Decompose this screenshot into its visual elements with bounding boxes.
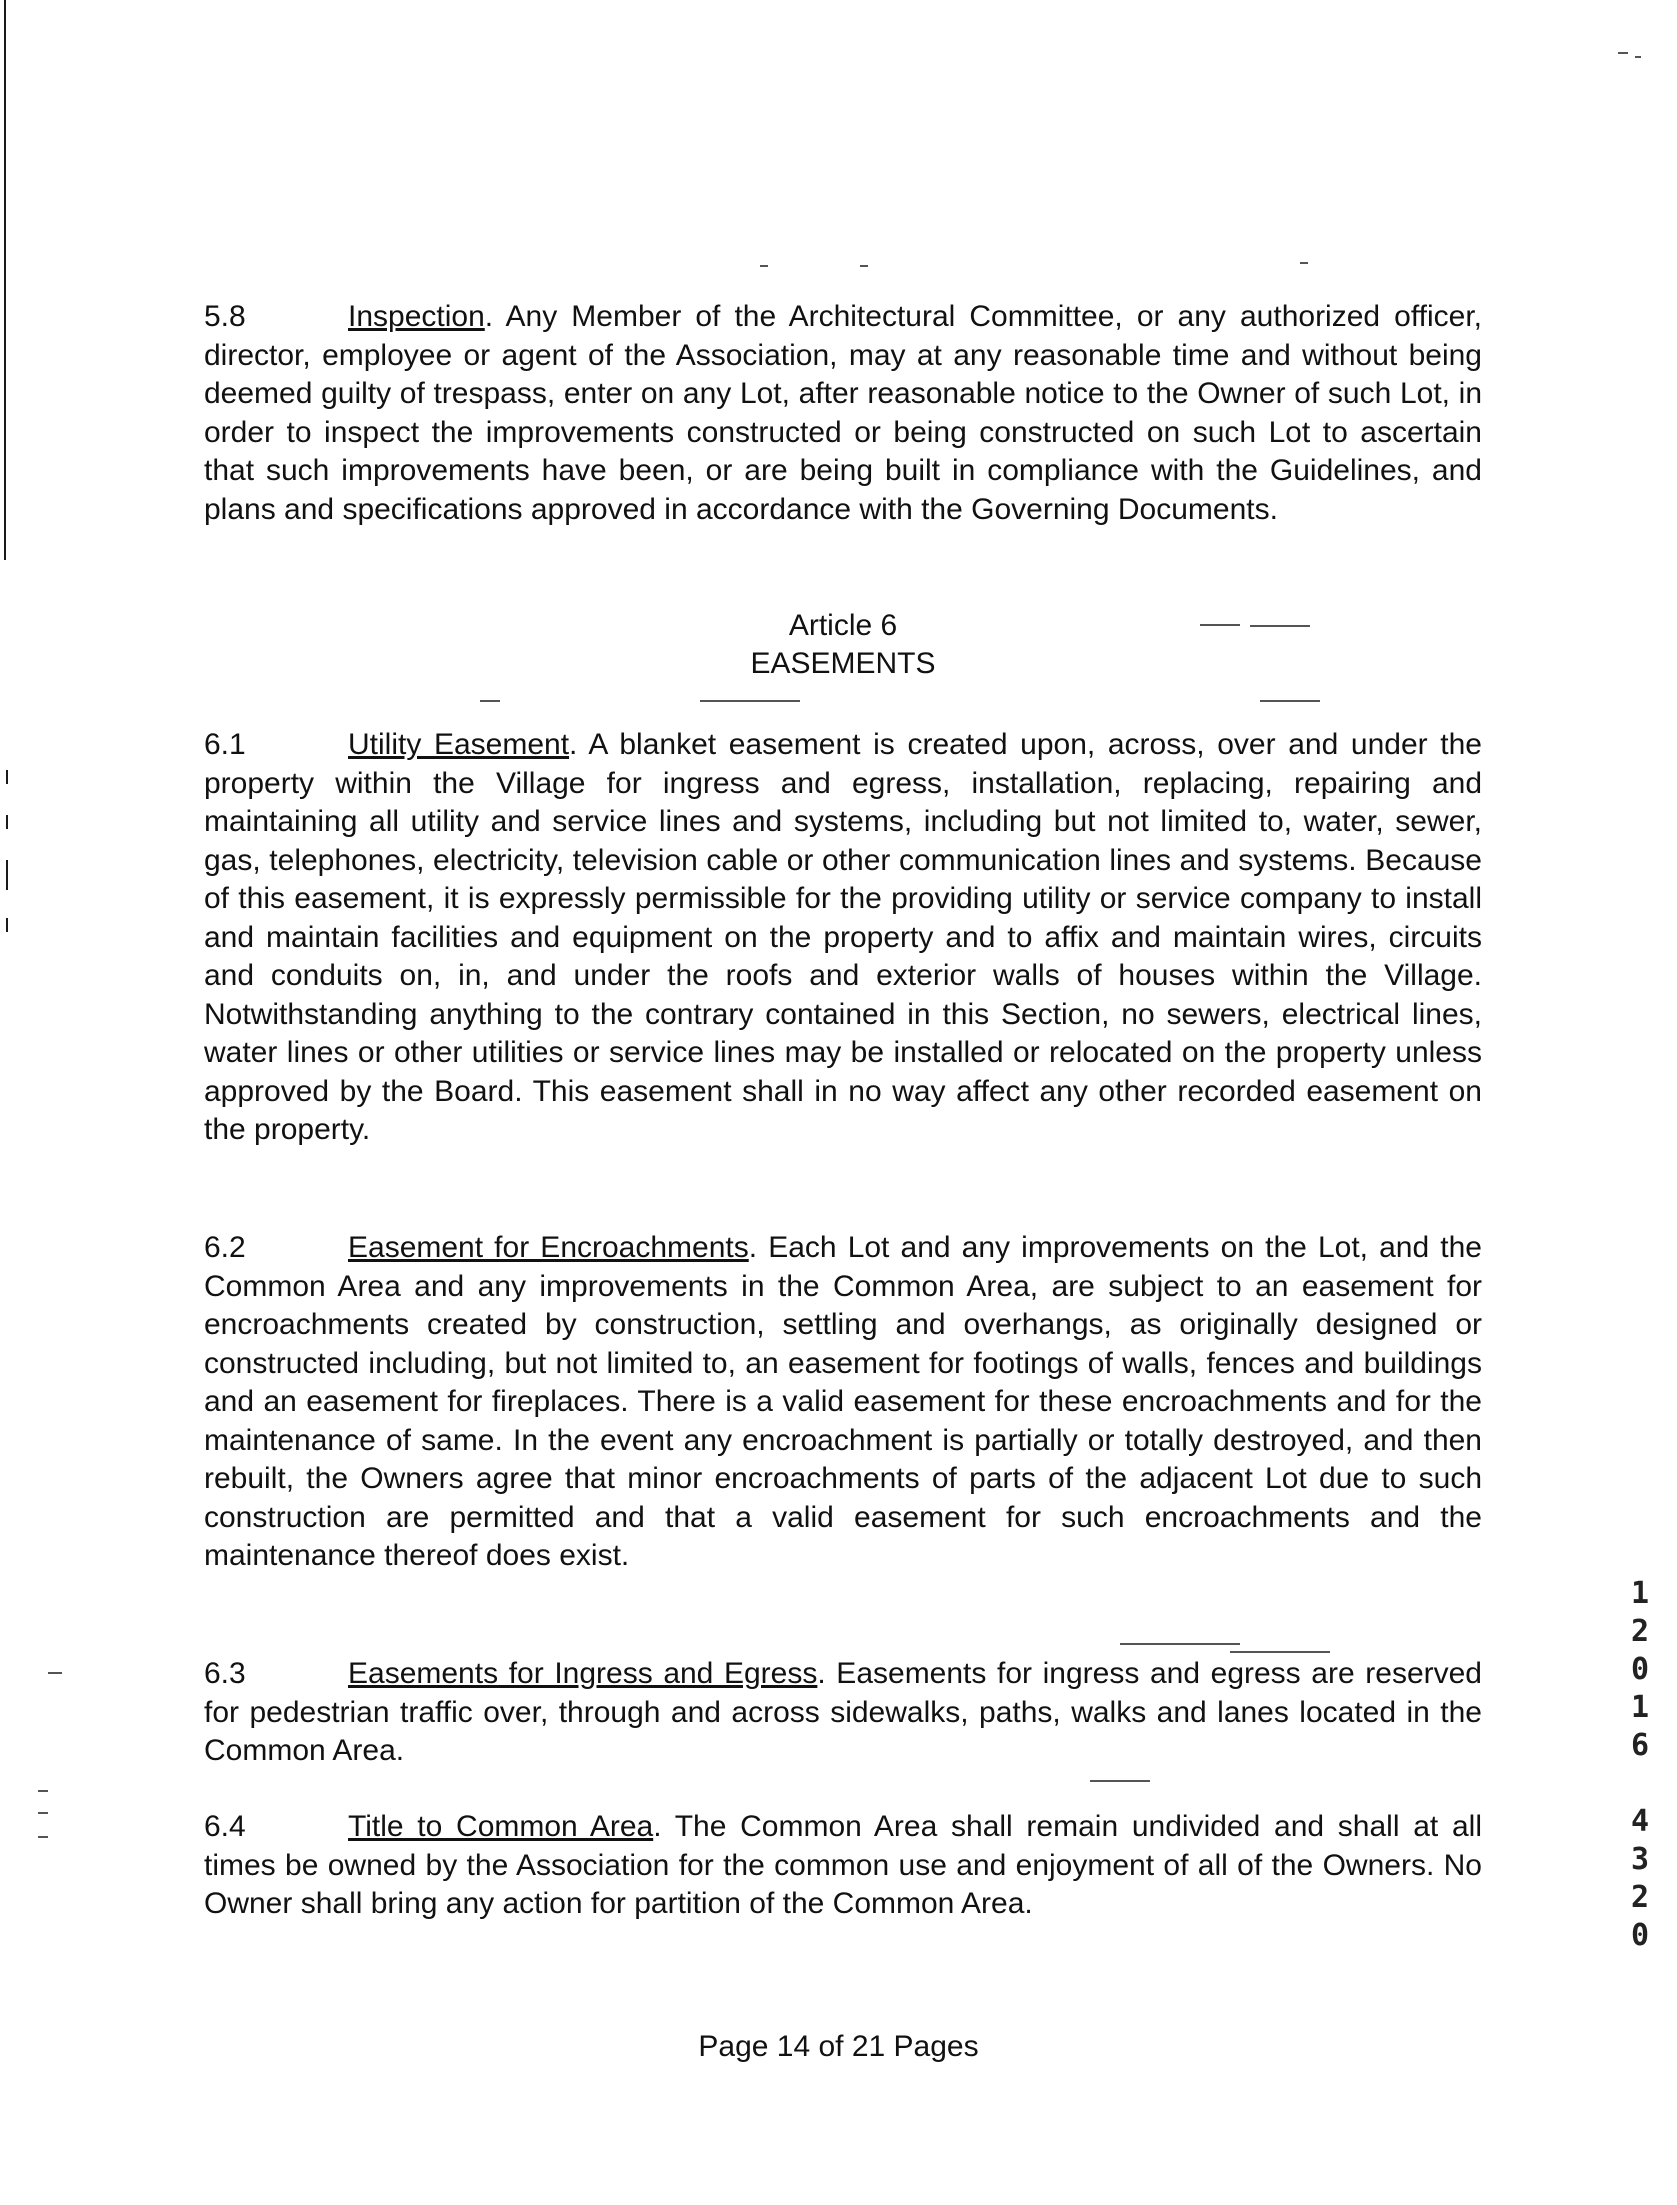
scan-speck bbox=[1230, 1651, 1330, 1653]
scan-speck bbox=[48, 1672, 62, 1674]
scan-speck bbox=[1635, 56, 1641, 58]
scan-edge-mark bbox=[6, 815, 8, 829]
section-title: Inspection bbox=[348, 300, 485, 333]
article-title: EASEMENTS bbox=[750, 647, 936, 680]
page-footer: Page 14 of 21 Pages bbox=[698, 2030, 979, 2063]
article-number: Article 6 bbox=[788, 609, 898, 642]
section-number: 6.1 bbox=[204, 728, 246, 761]
scan-edge-mark bbox=[6, 918, 8, 932]
stamp-digit: 3 bbox=[1630, 1842, 1650, 1877]
stamp-digit: 0 bbox=[1630, 1918, 1650, 1953]
section-number: 6.4 bbox=[204, 1810, 246, 1843]
scan-speck bbox=[860, 265, 868, 267]
stamp-digit: 2 bbox=[1630, 1614, 1650, 1649]
section-number: 5.8 bbox=[204, 300, 246, 333]
stamp-digit: 0 bbox=[1630, 1652, 1650, 1687]
section-6-1 bbox=[204, 726, 1482, 1150]
stamp-digit: 4 bbox=[1630, 1804, 1650, 1839]
stamp-digit: 1 bbox=[1630, 1576, 1650, 1611]
section-5-8 bbox=[204, 298, 1482, 529]
scan-speck bbox=[480, 700, 500, 702]
section-body: . Easements for ingress and egress are reserved for pedestrian traffic over, through and across sidewalks, paths, walks and lanes located in the Common Area. bbox=[204, 1657, 1482, 1767]
scan-speck bbox=[1250, 625, 1310, 627]
scan-speck bbox=[1120, 1643, 1240, 1645]
scan-speck bbox=[1260, 700, 1320, 702]
scan-speck bbox=[1300, 262, 1308, 264]
stamp-gap bbox=[1620, 1765, 1660, 1803]
section-title: Title to Common Area bbox=[348, 1810, 654, 1843]
section-body: . The Common Area shall remain undivided and shall at all times be owned by the Association for the common use and enjoyment of all of the Owners. No Owner shall bring any action for partition of the Common Area. bbox=[204, 1810, 1483, 1920]
section-number: 6.3 bbox=[204, 1657, 246, 1690]
scan-speck bbox=[38, 1836, 48, 1838]
section-body: . Any Member of the Architectural Committee, or any authorized officer, director, employee or agent of the Association, may at any reasonable time and without being deemed guilty of trespass, enter on any Lot, after reasonable notice to the Owner of such Lot, in order to inspect the improvements constructed or being constructed on such Lot to ascertain that such improvements have been, or are being built in compliance with the Guidelines, and plans and specifications approved in accordance with the Governing Documents. bbox=[204, 300, 1482, 526]
scan-speck bbox=[38, 1812, 48, 1814]
scan-speck bbox=[700, 700, 800, 702]
section-6-2 bbox=[204, 1229, 1482, 1576]
section-title: Utility Easement bbox=[348, 728, 570, 761]
scan-speck bbox=[38, 1790, 48, 1792]
recording-stamp bbox=[1620, 1575, 1660, 1955]
section-number: 6.2 bbox=[204, 1231, 246, 1264]
scan-speck bbox=[1618, 52, 1628, 54]
scan-edge-mark bbox=[6, 770, 8, 784]
section-title: Easements for Ingress and Egress bbox=[348, 1657, 818, 1690]
scan-edge-line bbox=[4, 0, 6, 560]
scan-speck bbox=[1200, 624, 1240, 626]
stamp-digit: 6 bbox=[1630, 1728, 1650, 1763]
scan-edge-mark bbox=[6, 860, 8, 890]
section-body: . Each Lot and any improvements on the Lot, and the Common Area and any improvements in the Common Area, are subject to an easement for encroachments created by construction, settling and overhangs, as originally designed or constructed including, but not limited to, an easement for footings of walls, fences and buildings and an easement for fireplaces. There is a valid easement for these encroachments and for the maintenance of same. In the event any encroachment is partially or totally destroyed, and then rebuilt, the Owners agree that minor encroachments of parts of the adjacent Lot due to such construction are permitted and that a valid easement for such encroachments and the maintenance thereof does exist. bbox=[204, 1231, 1482, 1572]
scan-speck bbox=[1090, 1780, 1150, 1782]
scan-speck bbox=[760, 265, 768, 267]
stamp-digit: 2 bbox=[1630, 1880, 1650, 1915]
section-6-3 bbox=[204, 1655, 1482, 1771]
stamp-digit: 1 bbox=[1630, 1690, 1650, 1725]
section-title: Easement for Encroachments bbox=[348, 1231, 749, 1264]
section-6-4 bbox=[204, 1808, 1482, 1924]
section-body: . A blanket easement is created upon, across, over and under the property within the Village for ingress and egress, installation, replacing, repairing and maintaining all utility and service lines and systems, including but not limited to, water, sewer, gas, telephones, electricity, television cable or other communication lines and systems. Because of this easement, it is expressly permissible for the providing utility or service company to install and maintain facilities and equipment on the property and to affix and maintain wires, circuits and conduits on, in, and under the roofs and exterior walls of houses within the Village. Notwithstanding anything to the contrary contained in this Section, no sewers, electrical lines, water lines or other utilities or service lines may be installed or relocated on the property unless approved by the Board. This easement shall in no way affect any other recorded easement on the property. bbox=[204, 728, 1482, 1146]
